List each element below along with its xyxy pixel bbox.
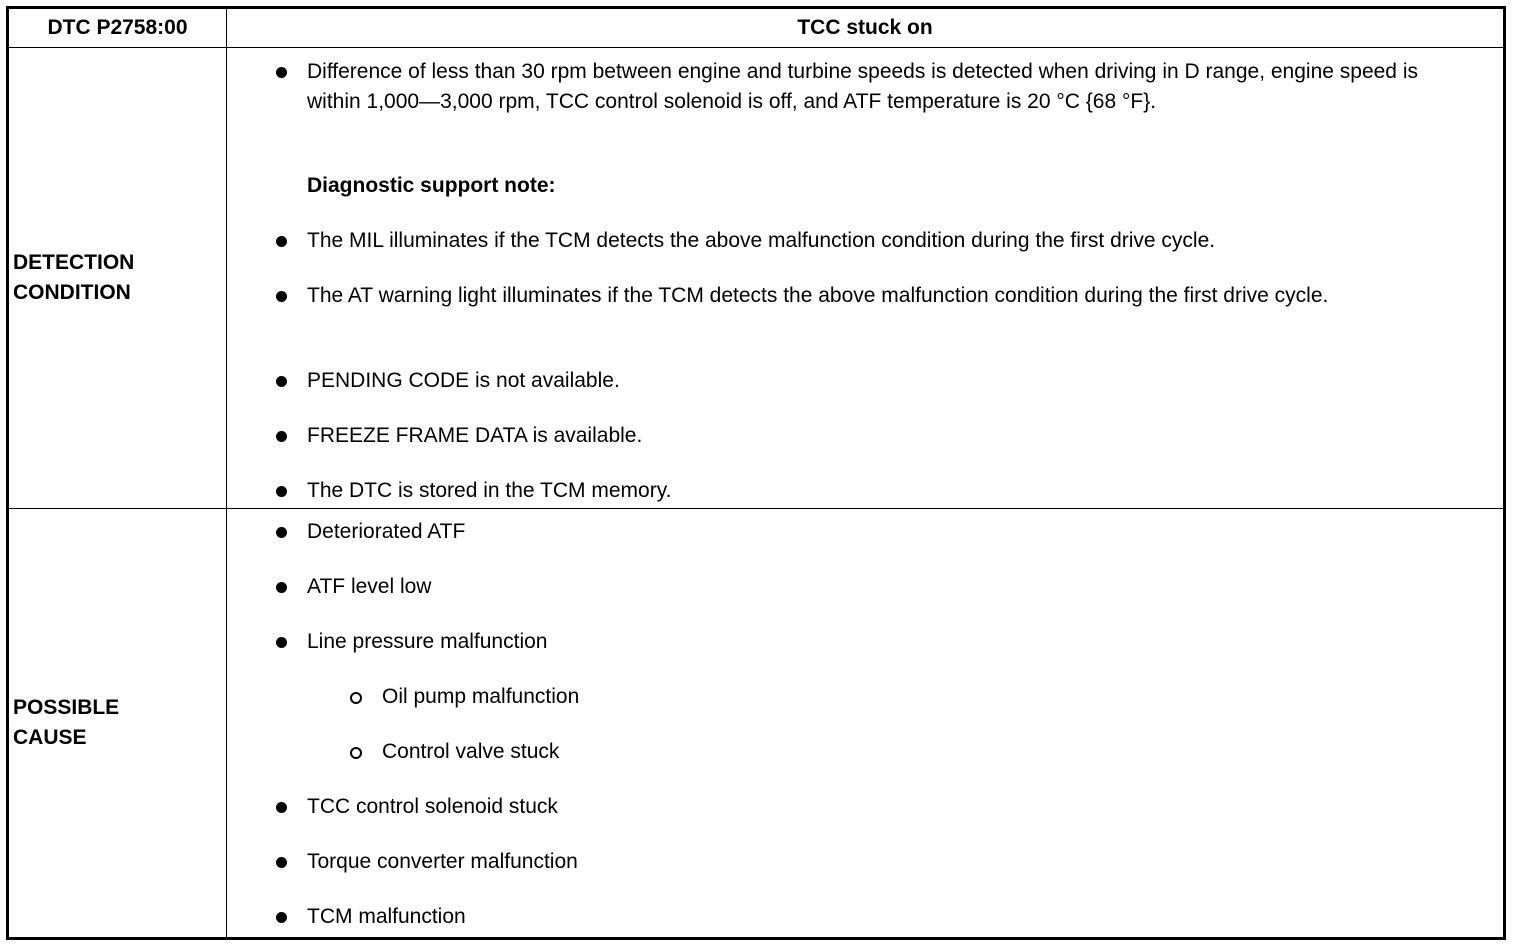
cause-label-line1: POSSIBLE <box>13 696 120 719</box>
bullet-icon <box>276 486 287 497</box>
detection-intro-text: Difference of less than 30 rpm between engine and turbine speeds is detected when driving in D range, engine speed is within 1,000—3,000 rpm, TCC control solenoid is off, and ATF temperature is 20 °C {68 °F}. <box>307 60 1418 113</box>
circle-bullet-icon <box>350 692 362 704</box>
detection-condition-content <box>227 48 1505 509</box>
dtc-title-cell: TCC stuck on <box>227 8 1505 48</box>
bullet-icon <box>276 431 287 442</box>
sub-list-item: Oil pump malfunction <box>382 682 1473 712</box>
table-header-row <box>8 8 1505 48</box>
list-item: FREEZE FRAME DATA is available. <box>307 421 1473 451</box>
possible-cause-content <box>227 509 1505 939</box>
dtc-table <box>6 6 1506 940</box>
list-item <box>307 57 1473 117</box>
list-item: TCM malfunction <box>307 902 1473 932</box>
list-item: ATF level low <box>307 572 1473 602</box>
bullet-icon <box>276 527 287 538</box>
detection-label-line2: CONDITION <box>13 281 131 304</box>
list-item: Line pressure malfunction <box>307 627 1473 657</box>
detection-condition-row <box>8 48 1505 509</box>
list-item: The DTC is stored in the TCM memory. <box>307 476 1473 506</box>
bullet-icon <box>276 857 287 868</box>
bullet-icon <box>276 291 287 302</box>
list-item: Deteriorated ATF <box>307 517 1473 547</box>
possible-cause-row <box>8 509 1505 939</box>
bullet-icon <box>276 912 287 923</box>
bullet-icon <box>276 637 287 648</box>
circle-bullet-icon <box>350 747 362 759</box>
list-item: The AT warning light illuminates if the TCM detects the above malfunction condition during the first drive cycle. <box>307 281 1473 311</box>
sub-list-item: Control valve stuck <box>382 737 1473 767</box>
diagnostic-support-note-heading: Diagnostic support note: <box>307 174 556 197</box>
possible-cause-label <box>8 509 227 939</box>
list-item: Torque converter malfunction <box>307 847 1473 877</box>
detection-condition-label <box>8 48 227 509</box>
bullet-icon <box>276 802 287 813</box>
bullet-icon <box>276 236 287 247</box>
bullet-icon <box>276 376 287 387</box>
bullet-icon <box>276 582 287 593</box>
cause-label-line2: CAUSE <box>13 726 87 749</box>
bullet-icon <box>276 67 287 78</box>
list-item: PENDING CODE is not available. <box>307 366 1473 396</box>
detection-label-line1: DETECTION <box>13 251 135 274</box>
list-item: TCC control solenoid stuck <box>307 792 1473 822</box>
list-item: The MIL illuminates if the TCM detects the above malfunction condition during the first drive cycle. <box>307 226 1473 256</box>
dtc-code-cell: DTC P2758:00 <box>8 8 227 48</box>
